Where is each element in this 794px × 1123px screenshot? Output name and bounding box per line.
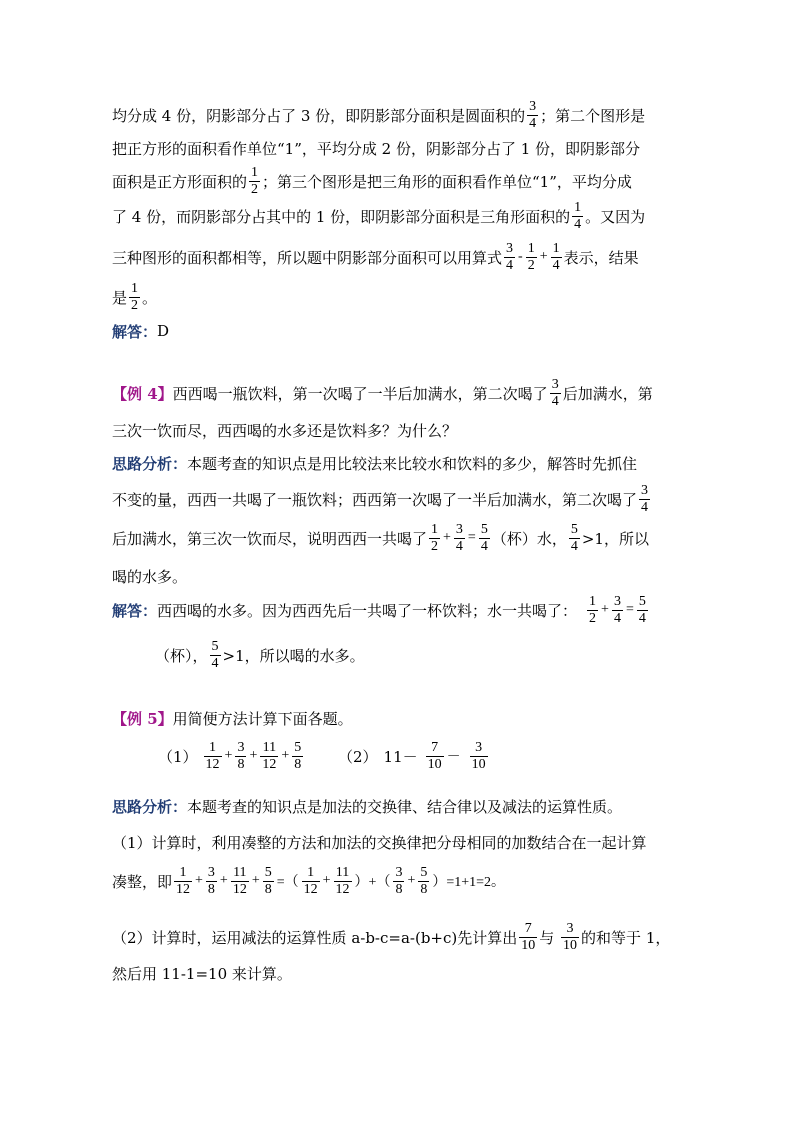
expression: $\frac{1}{12}$ + $\frac{3}{8}$ + $\frac{11}{12}$ + $\frac{5}{8}$ — [205, 739, 302, 772]
text: 三种图形的面积都相等，所以题中阴影部分面积可以用算式 — [112, 248, 503, 267]
text-line — [112, 484, 652, 514]
fraction: $\frac{3}{4}$ — [551, 376, 559, 409]
example-5-question — [112, 703, 353, 733]
text: 喝的水多。 — [112, 567, 188, 586]
example-tag: 【例 5】 — [112, 709, 173, 728]
text: 表示，结果 — [563, 248, 639, 267]
text: （杯）水， — [491, 529, 567, 548]
text: 凑整，即 — [112, 872, 173, 891]
text: （杯）， — [155, 646, 208, 665]
text: >1，所以 — [581, 529, 649, 548]
text: ；第三个图形是把三角形的面积看作单位“1”，平均分成 — [262, 172, 632, 191]
fraction: $\frac{3}{4}$ — [529, 98, 537, 131]
expression: $\frac{1}{2}$ + $\frac{3}{4}$ = $\frac{5}{4}$ — [431, 521, 488, 554]
text-line — [112, 415, 457, 445]
fraction: $\frac{1}{2}$ — [251, 164, 259, 197]
text-line — [112, 133, 640, 163]
text-line — [112, 958, 292, 988]
example-4-question — [112, 378, 653, 408]
text: 把正方形的面积看作单位“1”，平均分成 2 份，阴影部分占了 1 份，即阴影部分 — [112, 139, 641, 158]
answer-line — [112, 316, 169, 346]
analysis-line — [112, 791, 622, 821]
analysis-label: 思路分析： — [112, 454, 188, 473]
analysis-label: 思路分析： — [112, 797, 188, 816]
text: 西西喝的水多。因为西西先后一共喝了一杯饮料；水一共喝了： — [157, 601, 578, 620]
text: 本题考查的知识点是用比较法来比较水和饮料的多少，解答时先抓住 — [187, 454, 638, 473]
text-line — [155, 640, 365, 670]
text: （1）计算时，利用凑整的方法和加法的交换律把分母相同的加数结合在一起计算 — [112, 833, 647, 852]
fraction: $\frac{3}{4}$ — [641, 482, 649, 515]
text: ；第二个图形是 — [540, 106, 646, 125]
example-tag: 【例 4】 — [112, 384, 173, 403]
text-line — [112, 922, 670, 952]
problem-label: （1） — [158, 747, 198, 766]
text-line — [112, 866, 506, 896]
text-line — [112, 100, 645, 130]
answer-label: 解答： — [112, 601, 158, 620]
text-line — [112, 166, 632, 196]
problem-label: （2） — [338, 747, 378, 766]
text: 用简便方法计算下面各题。 — [172, 709, 353, 728]
text: 后加满水，第三次一饮而尽，说明西西一共喝了 — [112, 529, 428, 548]
answer-label: 解答： — [112, 322, 158, 341]
text: 西西喝一瓶饮料，第一次喝了一半后加满水，第二次喝了 — [172, 384, 548, 403]
text-line — [112, 523, 649, 553]
text: 。又因为 — [585, 207, 646, 226]
text-line — [112, 282, 157, 312]
text: 与 — [539, 928, 560, 947]
text: 然后用 11-1=10 来计算。 — [112, 964, 292, 983]
text: 11－ — [383, 747, 418, 766]
fraction: $\frac{3}{10}$ — [563, 920, 578, 953]
text: （2）计算时，运用减法的运算性质 a-b-c=a-(b+c)先计算出 — [112, 928, 518, 947]
text: 的和等于 1， — [581, 928, 671, 947]
expression: $\frac{1}{2}$ + $\frac{3}{4}$ = $\frac{5}{4}$ — [589, 593, 646, 626]
text: 本题考查的知识点是加法的交换律、结合律以及减法的运算性质。 — [187, 797, 623, 816]
answer-line — [112, 595, 650, 625]
answer-text: D — [157, 322, 170, 340]
problem-2 — [338, 741, 490, 771]
text: >1，所以喝的水多。 — [222, 646, 365, 665]
fraction: $\frac{7}{10}$ — [521, 920, 536, 953]
fraction: $\frac{1}{2}$ — [131, 280, 139, 313]
problem-1 — [158, 741, 305, 771]
fraction: $\frac{5}{4}$ — [211, 638, 219, 671]
text: 三次一饮而尽，西西喝的水多还是饮料多？为什么？ — [112, 421, 458, 440]
fraction: $\frac{5}{4}$ — [570, 521, 578, 554]
text: 了 4 份，而阴影部分占其中的 1 份，即阴影部分面积是三角形面积的 — [112, 207, 571, 226]
text: 是 — [112, 288, 128, 307]
text-line — [112, 827, 647, 857]
text-line — [112, 201, 645, 231]
text: 不变的量，西西一共喝了一瓶饮料；西西第一次喝了一半后加满水，第二次喝了 — [112, 490, 638, 509]
text: 后加满水，第 — [562, 384, 653, 403]
text: 面积是正方形面积的 — [112, 172, 248, 191]
expression: $\frac{7}{10}$ － $\frac{3}{10}$ — [427, 739, 486, 772]
text-line — [112, 561, 187, 591]
text-line — [112, 242, 639, 272]
analysis-line — [112, 448, 637, 478]
text: 均分成 4 份，阴影部分占了 3 份，即阴影部分面积是圆面积的 — [112, 106, 526, 125]
fraction: $\frac{1}{4}$ — [574, 199, 582, 232]
expression: $\frac{1}{12}$ + $\frac{3}{8}$ + $\frac{11}{12}$ + $\frac{5}{8}$ =（ $\frac{1}{12}$ + $\frac{11}{12}$ ）+（ $\frac{3}{8}$ + $\frac{5}{8}$ ）=1+1=2。 — [176, 864, 506, 897]
expression: $\frac{3}{4}$ - $\frac{1}{2}$ + $\frac{1}{4}$ — [506, 240, 560, 273]
text: 。 — [142, 288, 158, 307]
